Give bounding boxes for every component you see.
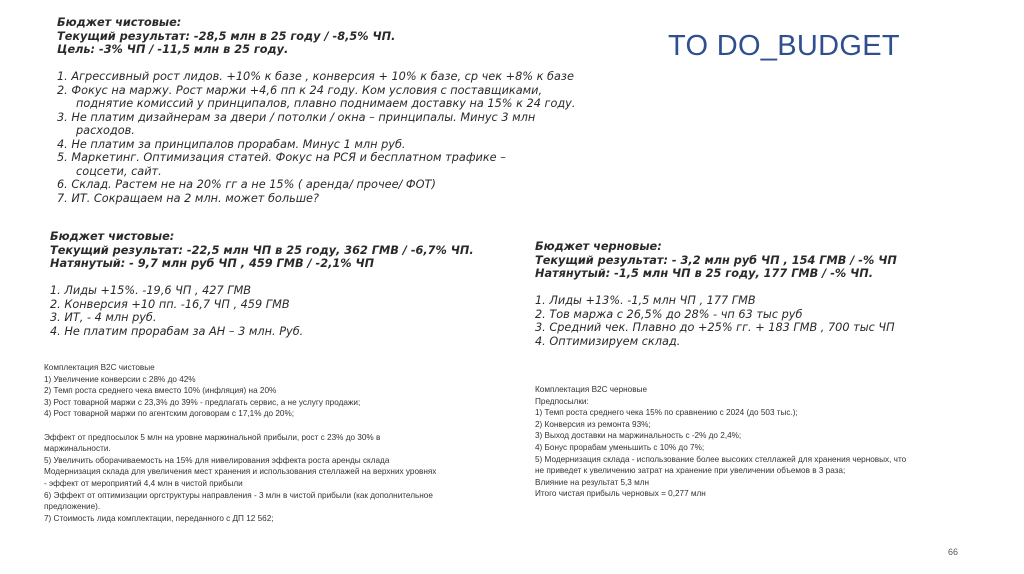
- note-line: не приведет к увеличению затрат на хранение при увеличении объемов в 3 раза;: [535, 466, 846, 476]
- list-item: 3. ИТ, - 4 млн руб.: [50, 311, 157, 324]
- block-heading: Бюджет чистовые:: [50, 230, 175, 243]
- note-line: Влияние на результат 5,3 млн: [535, 477, 650, 487]
- note-line: 5) Увеличить оборачиваемость на 15% для нивелирования эффекта роста аренды склада: [44, 455, 390, 465]
- list-item: 4. Оптимизируем склад.: [535, 334, 681, 348]
- note-line: Эффект от предпосылок 5 млн на уровне маржинальной прибыли, рост с 23% до 30% в: [44, 432, 381, 442]
- note-line: Итого чистая прибыль черновых = 0,277 млн: [535, 489, 706, 499]
- note-line: Комплектация B2C чистовые: [44, 363, 155, 372]
- note-line: Предпосылки:: [535, 396, 589, 406]
- b2c-rough-notes: [535, 384, 985, 500]
- current-result: Текущий результат: -28,5 млн в 25 году / -8,5% ЧП.: [57, 29, 396, 43]
- slide-title: TO DO_BUDGET: [668, 30, 900, 62]
- list-item: 2. Конверсия +10 пп. -16,7 ЧП , 459 ГМВ: [50, 297, 290, 311]
- list-item: расходов.: [76, 124, 135, 137]
- note-line: предложение).: [44, 502, 101, 512]
- note-line: 2) Конверсия из ремонта 93%;: [535, 419, 651, 429]
- note-line: 2) Темп роста среднего чека вместо 10% (инфляция) на 20%: [44, 386, 277, 396]
- spacer: [44, 420, 514, 432]
- note-line: - эффект от мероприятий 4,4 млн в чистой прибыли: [44, 478, 243, 488]
- b2c-finishing-notes: [44, 362, 514, 524]
- note-line: 1) Темп роста среднего чека 15% по сравнению с 2024 (до 503 тыс.);: [535, 408, 798, 418]
- note-line: Модернизация склада для увеличения мест хранения и использования стеллажей на верхних уровнях: [44, 467, 437, 477]
- list-item: 1. Лиды +15%. -19,6 ЧП , 427 ГМВ: [50, 284, 252, 297]
- goal: Цель: -3% ЧП / -11,5 млн в 25 году.: [57, 43, 289, 56]
- note-line: Комплектация B2C черновые: [535, 385, 648, 394]
- current-result: Текущий результат: -22,5 млн ЧП в 25 году, 362 ГМВ / -6,7% ЧП.: [50, 243, 474, 257]
- note-line: 3) Рост товарной маржи с 23,3% до 39% - предлагать сервис, а не услугу продажи;: [44, 397, 361, 407]
- list-item: 6. Склад. Растем не на 20% гг а не 15% ( аренда/ прочее/ ФОТ): [57, 178, 436, 191]
- list-item: поднятие комиссий у принципалов, плавно поднимаем доставку на 15% к 24 году.: [76, 97, 576, 110]
- budget-finishing-block-2: [50, 230, 530, 338]
- block-heading: Бюджет чистовые:: [57, 16, 182, 29]
- note-line: 4) Рост товарной маржи по агентским договорам с 17,1% до 20%;: [44, 409, 295, 419]
- note-line: 1) Увеличение конверсии с 28% до 42%: [44, 374, 196, 384]
- list-item: 2. Тов маржа с 26,5% до 28% - чп 63 тыс руб: [535, 307, 803, 321]
- stretch-result: Натянутый: -1,5 млн ЧП в 25 году, 177 ГМВ / -% ЧП.: [535, 267, 874, 280]
- list-item: 2. Фокус на маржу. Рост маржи +4,6 пп к 24 году. Ком условия с поставщиками,: [57, 83, 543, 97]
- block-heading: Бюджет черновые:: [535, 240, 662, 253]
- list-item: 3. Средний чек. Плавно до +25% гг. + 183 ГМВ , 700 тыс ЧП: [535, 321, 895, 334]
- budget-finishing-block: [57, 16, 617, 205]
- page-number: 66: [948, 547, 959, 557]
- list-item: 1. Лиды +13%. -1,5 млн ЧП , 177 ГМВ: [535, 294, 756, 307]
- list-item: соцсети, сайт.: [76, 164, 162, 178]
- list-item: 5. Маркетинг. Оптимизация статей. Фокус на РСЯ и бесплатном трафике –: [57, 151, 506, 164]
- note-line: 3) Выход доставки на маржинальность с -2% до 2,4%;: [535, 431, 742, 441]
- note-line: маржинальности.: [44, 444, 111, 454]
- stretch-result: Натянутый: - 9,7 млн руб ЧП , 459 ГМВ / -2,1% ЧП: [50, 257, 375, 270]
- note-line: 5) Модернизация склада - использование более высоких стеллажей для хранения черновых, что: [535, 454, 907, 464]
- current-result: Текущий результат: - 3,2 млн руб ЧП , 154 ГМВ / -% ЧП: [535, 253, 897, 267]
- list-item: 3. Не платим дизайнерам за двери / потолки / окна – принципалы. Минус 3 млн: [57, 110, 536, 124]
- action-list: [57, 70, 617, 205]
- list-item: 1. Агрессивный рост лидов. +10% к базе , конверсия + 10% к базе, ср чек +8% к базе: [57, 70, 574, 83]
- note-line: 4) Бонус прорабам уменьшить с 10% до 7%;: [535, 442, 705, 452]
- note-line: 6) Эффект от оптимизации оргструктуры направления - 3 млн в чистой прибыли (как дополнительное: [44, 490, 433, 500]
- note-line: 7) Стоимость лида комплектации, переданного с ДП 12 562;: [44, 513, 274, 523]
- budget-rough-block: [535, 240, 975, 348]
- list-item: 7. ИТ. Сокращаем на 2 млн. может больше?: [57, 191, 320, 205]
- list-item: 4. Не платим за принципалов прорабам. Минус 1 млн руб.: [57, 137, 406, 151]
- list-item: 4. Не платим прорабам за АН – 3 млн. Руб.: [50, 324, 304, 338]
